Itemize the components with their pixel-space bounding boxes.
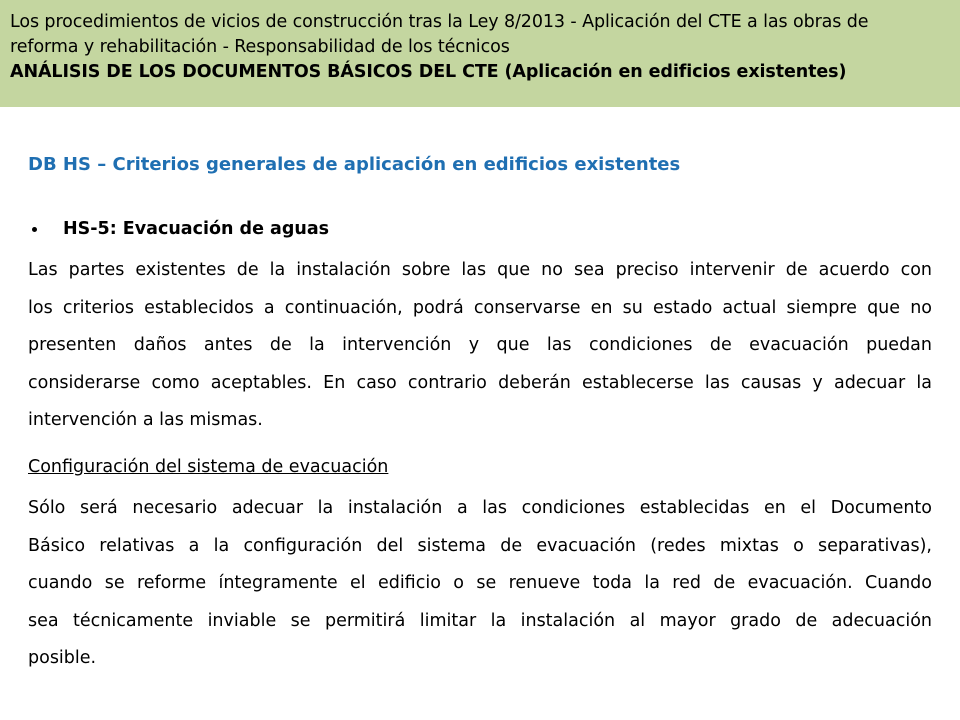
paragraph-configuration <box>28 490 932 678</box>
paragraph-line: sea técnicamente inviable se permitirá limitar la instalación al mayor grado de adecuación <box>28 610 932 631</box>
paragraph-line: posible. <box>28 648 97 669</box>
paragraph-line: Básico relativas a la configuración del sistema de evacuación (redes mixtas o separativas), <box>28 535 932 556</box>
header-title: ANÁLISIS DE LOS DOCUMENTOS BÁSICOS DEL CTE (Aplicación en edificios existentes) <box>10 62 847 82</box>
header-subtitle-line-2: reforma y rehabilitación - Responsabilidad de los técnicos <box>10 37 510 57</box>
bullet-item <box>28 219 329 239</box>
paragraph-line: Las partes existentes de la instalación sobre las que no sea preciso intervenir de acuerdo con <box>28 260 932 280</box>
paragraph-existing-parts <box>28 252 932 440</box>
paragraph-line: considerarse como aceptables. En caso contrario deberán establecerse las causas y adecuar la <box>28 372 932 393</box>
bullet-dot-icon <box>32 227 37 232</box>
subheading-configuration: Configuración del sistema de evacuación <box>28 457 389 477</box>
paragraph-line: Sólo será necesario adecuar la instalación a las condiciones establecidas en el Documento <box>28 498 932 518</box>
bullet-label: HS-5: Evacuación de aguas <box>63 219 330 239</box>
slide-header <box>0 0 960 107</box>
header-subtitle-line-1: Los procedimientos de vicios de construcción tras la Ley 8/2013 - Aplicación del CTE a las obras de <box>10 12 869 32</box>
paragraph-line: los criterios establecidos a continuación, podrá conservarse en su estado actual siempre que no <box>28 297 932 318</box>
paragraph-line: cuando se reforme íntegramente el edificio o se renueve toda la red de evacuación. Cuando <box>28 573 932 594</box>
paragraph-line: presenten daños antes de la intervención y que las condiciones de evacuación puedan <box>28 335 932 356</box>
paragraph-line: intervención a las mismas. <box>28 410 263 431</box>
section-heading: DB HS – Criterios generales de aplicación en edificios existentes <box>28 154 681 175</box>
